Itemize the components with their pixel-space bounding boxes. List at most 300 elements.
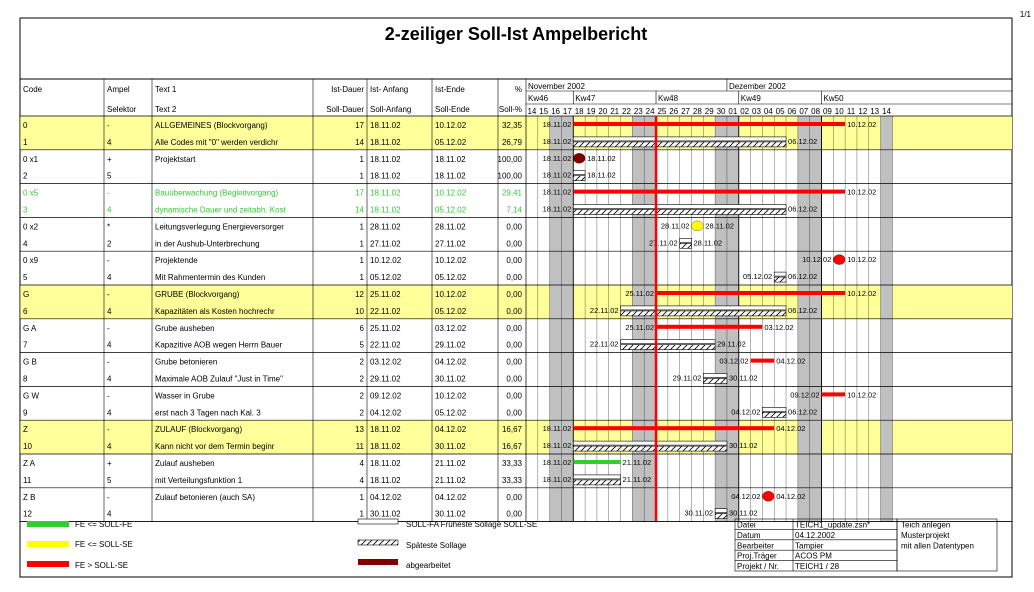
- bar-end-label: 28.11.02: [693, 238, 723, 248]
- row-text: mit Verteilungsfunktion 1: [155, 475, 243, 485]
- row-code: Z A: [23, 459, 36, 468]
- bar-end-label: 06.12.02: [788, 407, 818, 417]
- row-text: ALLGEMEINES (Blockvorgang): [155, 121, 268, 130]
- row-percent: 0,00: [506, 323, 522, 333]
- row-percent: 100,00: [497, 171, 522, 181]
- soll-late-bar: [573, 176, 585, 181]
- bar-end-label: 04.12.02: [776, 491, 806, 501]
- row-percent: 0,00: [506, 391, 522, 401]
- row-start: 30.11.02: [370, 509, 401, 519]
- day-label: 11: [846, 107, 856, 116]
- row-start: 18.11.02: [370, 475, 401, 485]
- row-text: Projektstart: [155, 154, 196, 164]
- row-ampel: 4: [107, 306, 112, 316]
- row-duration: 4: [359, 459, 364, 468]
- soll-late-bar: [621, 345, 716, 350]
- row-percent: 0,00: [506, 509, 522, 519]
- bar-end-label: 21.11.02: [622, 474, 652, 484]
- bar-end-label: 03.12.02: [764, 322, 794, 332]
- row-percent: 0,00: [506, 357, 522, 367]
- bar-end-label: 21.11.02: [622, 458, 652, 467]
- info-value: TEICH1 / 28: [795, 562, 840, 572]
- row-duration: 1: [359, 492, 364, 502]
- row-percent: 0,00: [506, 340, 522, 350]
- bar-start-label: 22.11.02: [589, 339, 619, 349]
- soll-late-bar: [774, 277, 786, 282]
- legend-swatch-yellow: [27, 541, 69, 547]
- soll-late-bar: [573, 210, 786, 215]
- row-ampel: -: [107, 188, 110, 198]
- row-text: Mit Rahmentermin des Kunden: [155, 273, 266, 283]
- report-title: 2-zeiliger Soll-Ist Ampelbericht: [384, 24, 648, 44]
- row-text: Maximale AOB Zulauf "Just in Time": [155, 374, 283, 384]
- row-end: 18.11.02: [435, 171, 466, 181]
- row-end: 05.12.02: [435, 205, 467, 215]
- info-note: Musterprojekt: [901, 530, 950, 540]
- row-percent: 26,79: [501, 137, 522, 147]
- row-start: 25.11.02: [370, 290, 401, 299]
- row-code: Z: [23, 425, 28, 435]
- info-note: mit allen Datentypen: [901, 541, 974, 551]
- day-label: 03: [752, 107, 761, 116]
- bar-start-label: 18.11.02: [542, 458, 572, 467]
- row-start: 18.11.02: [370, 171, 401, 181]
- row-duration: 14: [355, 137, 364, 147]
- row-end: 04.12.02: [435, 492, 467, 502]
- row-duration: 12: [355, 290, 364, 299]
- row-duration: 14: [355, 205, 364, 215]
- row-start: 25.11.02: [370, 323, 401, 333]
- week-label: Kw49: [740, 94, 761, 103]
- row-end: 10.12.02: [435, 290, 467, 299]
- day-label: 05: [775, 107, 785, 116]
- day-label: 01: [728, 107, 738, 116]
- row-end: 30.11.02: [435, 442, 466, 452]
- week-label: Kw47: [575, 94, 596, 103]
- row-text: Kapazitäten als Kosten hochrechr: [155, 306, 275, 316]
- column-header: Ampel: [107, 85, 130, 94]
- row-text: in der Aushub-Unterbrechung: [155, 239, 260, 249]
- day-label: 09: [822, 107, 832, 116]
- week-label: Kw46: [528, 94, 549, 103]
- row-start: 18.11.02: [370, 442, 401, 452]
- day-label: 08: [811, 107, 821, 116]
- bar-end-label: 10.12.02: [847, 187, 877, 197]
- column-header: Soll-Dauer: [326, 105, 364, 114]
- row-end: 30.11.02: [435, 509, 466, 519]
- row-start: 18.11.02: [370, 121, 401, 130]
- day-label: 30: [716, 107, 726, 116]
- info-label: Datum: [737, 530, 761, 540]
- row-code: G W: [23, 391, 39, 401]
- week-label: Kw50: [823, 94, 844, 103]
- row-start: 18.11.02: [370, 154, 401, 164]
- row-percent: 16,67: [501, 425, 522, 435]
- actual-bar: [573, 122, 845, 126]
- bar-start-label: 05.12.02: [743, 272, 773, 282]
- bar-end-label: 06.12.02: [788, 305, 818, 315]
- soll-early-bar: [573, 137, 786, 141]
- row-duration: 13: [355, 425, 364, 435]
- day-label: 14: [527, 107, 537, 116]
- row-code: 0 x1: [23, 154, 39, 164]
- row-duration: 4: [359, 475, 364, 485]
- bar-end-label: 04.12.02: [776, 424, 806, 434]
- row-duration: 17: [355, 188, 364, 198]
- row-ampel: +: [107, 459, 112, 468]
- day-label: 25: [657, 107, 667, 116]
- column-header: Text 1: [155, 85, 177, 94]
- bar-end-label: 06.12.02: [788, 136, 818, 146]
- column-header: Soll-Anfang: [370, 105, 412, 114]
- column-header: Selektor: [107, 105, 137, 114]
- bar-end-label: 10.12.02: [847, 390, 877, 400]
- row-text: Bauüberwachung (Begleitvorgang): [155, 188, 279, 198]
- info-label: Datei: [737, 520, 756, 530]
- row-end: 27.11.02: [435, 239, 466, 249]
- soll-early-bar: [621, 306, 786, 310]
- row-text: Kann nicht vor dem Termin beginr: [155, 442, 275, 452]
- row-text: Zulauf betonieren (auch SA): [155, 492, 256, 502]
- info-label: Projekt / Nr.: [737, 562, 779, 572]
- day-label: 24: [645, 107, 655, 116]
- row-code: 0: [23, 121, 28, 130]
- soll-early-bar: [573, 205, 786, 209]
- row-start: 04.12.02: [370, 408, 402, 418]
- row-ampel: -: [107, 357, 110, 367]
- soll-early-bar: [621, 340, 716, 344]
- day-label: 10: [834, 107, 844, 116]
- soll-early-bar: [715, 509, 727, 513]
- bar-start-label: 18.11.02: [542, 153, 572, 163]
- soll-early-bar: [680, 238, 692, 242]
- day-label: 12: [858, 107, 868, 116]
- day-label: 21: [610, 107, 620, 116]
- row-start: 18.11.02: [370, 205, 401, 215]
- row-percent: 100,00: [497, 154, 522, 164]
- week-label: Kw48: [658, 94, 679, 103]
- row-code: 3: [23, 205, 28, 215]
- row-start: 05.12.02: [370, 273, 402, 283]
- soll-early-bar: [573, 171, 585, 175]
- bar-start-label: 18.11.02: [542, 204, 572, 214]
- day-label: 29: [704, 107, 714, 116]
- row-code: G: [23, 290, 30, 299]
- row-ampel: -: [107, 121, 110, 130]
- bar-end-label: 30.11.02: [728, 441, 758, 451]
- info-note: Teich anlegen: [901, 520, 951, 530]
- bar-end-label: 30.11.02: [728, 373, 758, 383]
- bar-start-label: 18.11.02: [542, 120, 572, 129]
- info-value: 04.12.2002: [795, 530, 836, 540]
- column-header: Soll-%: [498, 105, 522, 114]
- row-end: 29.11.02: [435, 340, 466, 350]
- actual-milestone: [573, 153, 585, 163]
- row-end: 21.11.02: [435, 475, 466, 485]
- actual-bar: [573, 460, 620, 464]
- row-end: 05.12.02: [435, 306, 467, 316]
- row-code: 9: [23, 408, 28, 418]
- day-label: 02: [740, 107, 750, 116]
- row-code: 11: [23, 475, 32, 485]
- row-ampel: 4: [107, 509, 112, 519]
- row-text: GRUBE (Blockvorgang): [155, 290, 240, 299]
- row-percent: 0,00: [506, 290, 522, 299]
- column-header: Code: [23, 85, 43, 94]
- info-label: Bearbeiter: [737, 541, 774, 551]
- row-percent: 32,35: [501, 121, 522, 130]
- row-start: 04.12.02: [370, 492, 402, 502]
- row-duration: 1: [359, 154, 364, 164]
- bar-start-label: 18.11.02: [542, 474, 572, 484]
- day-label: 18: [574, 107, 584, 116]
- row-percent: 0,00: [506, 374, 522, 384]
- row-code: Z B: [23, 492, 36, 502]
- row-percent: 33,33: [501, 475, 522, 485]
- row-code: 6: [23, 306, 28, 316]
- month-label: Dezember 2002: [728, 82, 786, 91]
- row-ampel: -: [107, 323, 110, 333]
- row-start: 18.11.02: [370, 459, 401, 468]
- actual-bar: [751, 359, 775, 363]
- row-code: 0 x2: [23, 222, 39, 232]
- bar-start-label: 04.12.02: [731, 407, 761, 417]
- row-end: 05.12.02: [435, 137, 467, 147]
- bar-end-label: 18.11.02: [587, 153, 616, 163]
- row-ampel: 4: [107, 408, 112, 418]
- row-percent: 29,41: [501, 188, 522, 198]
- legend-green-label: FE <= SOLL-FE: [75, 520, 133, 529]
- row-start: 22.11.02: [370, 306, 401, 316]
- legend-swatch-green: [27, 521, 69, 527]
- row-percent: 0,00: [506, 306, 522, 316]
- soll-early-bar: [573, 441, 727, 445]
- row-ampel: -: [107, 256, 110, 266]
- column-header: Ist-Dauer: [331, 85, 364, 94]
- row-ampel: -: [107, 290, 110, 299]
- row-duration: 2: [359, 357, 364, 367]
- bar-end-label: 04.12.02: [776, 356, 806, 366]
- soll-late-bar: [621, 311, 786, 316]
- info-value: TEICH1_update.zsn*: [795, 520, 871, 530]
- actual-bar: [656, 325, 762, 329]
- row-ampel: 4: [107, 442, 112, 452]
- soll-late-bar: [573, 142, 786, 147]
- page-number: 1/1: [1019, 10, 1031, 19]
- row-duration: 2: [359, 374, 364, 384]
- bar-start-label: 27.11.02: [649, 238, 678, 248]
- bar-end-label: 06.12.02: [788, 204, 818, 214]
- day-label: 28: [692, 107, 702, 116]
- bar-start-label: 25.11.02: [625, 289, 655, 298]
- row-code: 8: [23, 374, 28, 384]
- row-duration: 1: [359, 509, 364, 519]
- row-ampel: 5: [107, 475, 112, 485]
- bar-start-label: 30.11.02: [684, 508, 714, 518]
- row-text: Wasser in Grube: [155, 391, 215, 401]
- soll-early-bar: [703, 374, 727, 378]
- info-label: Proj.Träger: [737, 551, 777, 561]
- bar-start-label: 10.12.02: [802, 255, 832, 265]
- day-label: 22: [622, 107, 631, 116]
- bar-start-label: 03.12.02: [719, 356, 749, 366]
- legend-swatch-done: [358, 559, 398, 565]
- day-label: 20: [598, 107, 608, 116]
- info-value: Tampier: [795, 541, 824, 551]
- row-ampel: 5: [107, 171, 112, 181]
- row-percent: 0,00: [506, 222, 522, 232]
- bar-start-label: 18.11.02: [542, 187, 572, 197]
- row-text: Leitungsverlegung Energieversorger: [155, 222, 284, 232]
- row-duration: 2: [359, 408, 364, 418]
- row-ampel: 4: [107, 374, 112, 384]
- soll-late-bar: [715, 514, 727, 519]
- actual-milestone: [762, 491, 774, 501]
- bar-end-label: 10.12.02: [847, 255, 877, 265]
- row-end: 21.11.02: [435, 459, 466, 468]
- row-ampel: 2: [107, 239, 112, 249]
- row-code: 0 x9: [23, 256, 39, 266]
- row-code: 1: [23, 137, 28, 147]
- actual-bar: [656, 291, 845, 295]
- row-duration: 6: [359, 323, 364, 333]
- actual-bar: [573, 190, 845, 194]
- day-label: 17: [562, 107, 572, 116]
- soll-early-bar: [774, 272, 786, 276]
- bar-end-label: 18.11.02: [587, 170, 616, 180]
- column-header: Ist- Anfang: [370, 85, 409, 94]
- column-header: %: [514, 85, 522, 94]
- bar-start-label: 18.11.02: [542, 170, 572, 180]
- row-duration: 2: [359, 391, 364, 401]
- row-ampel: +: [107, 154, 112, 164]
- bar-end-label: 06.12.02: [788, 272, 818, 282]
- row-text: Grube betonieren: [155, 357, 218, 367]
- day-label: 06: [787, 107, 797, 116]
- row-start: 27.11.02: [370, 239, 401, 249]
- row-percent: 0,00: [506, 256, 522, 266]
- soll-late-bar: [573, 446, 727, 451]
- row-start: 18.11.02: [370, 137, 401, 147]
- actual-milestone: [691, 221, 703, 231]
- soll-late-bar: [762, 412, 786, 417]
- bar-start-label: 18.11.02: [542, 441, 572, 451]
- column-header: Text 2: [155, 105, 177, 114]
- row-end: 28.11.02: [435, 222, 466, 232]
- day-label: 26: [669, 107, 679, 116]
- row-duration: 1: [359, 273, 364, 283]
- row-text: Kapazitive AOB wegen Herrn Bauer: [155, 340, 283, 350]
- row-percent: 0,00: [506, 273, 522, 283]
- row-text: Zulauf ausheben: [155, 459, 215, 468]
- row-ampel: 4: [107, 340, 112, 350]
- row-percent: 16,67: [501, 442, 522, 452]
- day-label: 07: [799, 107, 809, 116]
- row-percent: 0,00: [506, 492, 522, 502]
- row-text: Grube ausheben: [155, 323, 215, 333]
- row-start: 10.12.02: [370, 256, 402, 266]
- bar-end-label: 10.12.02: [847, 120, 877, 129]
- row-end: 10.12.02: [435, 256, 467, 266]
- row-end: 10.12.02: [435, 391, 467, 401]
- row-end: 04.12.02: [435, 357, 467, 367]
- row-ampel: -: [107, 391, 110, 401]
- row-code: 10: [23, 442, 32, 452]
- row-percent: 33,33: [501, 459, 522, 468]
- bar-end-label: 29.11.02: [717, 339, 746, 349]
- soll-late-bar: [573, 480, 620, 485]
- bar-end-label: 10.12.02: [847, 289, 877, 298]
- row-text: Alle Codes mit "0" werden verdichr: [155, 137, 279, 147]
- legend-done-label: abgearbeitet: [406, 561, 451, 570]
- legend-yellow-label: FE <= SOLL-SE: [75, 540, 133, 549]
- column-header: Soll-Ende: [435, 105, 470, 114]
- row-end: 05.12.02: [435, 408, 467, 418]
- row-ampel: 4: [107, 137, 112, 147]
- day-label: 13: [870, 107, 880, 116]
- month-label: November 2002: [528, 82, 585, 91]
- legend-red-label: FE > SOLL-SE: [75, 561, 129, 570]
- bar-start-label: 18.11.02: [542, 136, 572, 146]
- row-ampel: *: [107, 222, 111, 232]
- legend-hatched-label: Späteste Sollage: [406, 541, 467, 550]
- row-code: 5: [23, 273, 28, 283]
- row-duration: 5: [359, 340, 364, 350]
- day-label: 14: [882, 107, 891, 116]
- soll-late-bar: [703, 379, 727, 384]
- row-code: 12: [23, 509, 32, 519]
- row-end: 04.12.02: [435, 425, 467, 435]
- actual-milestone: [833, 255, 845, 265]
- row-ampel: 4: [107, 205, 112, 215]
- row-text: ZULAUF (Blockvorgang): [155, 425, 243, 435]
- row-duration: 1: [359, 222, 364, 232]
- day-label: 19: [586, 107, 596, 116]
- row-start: 09.12.02: [370, 391, 402, 401]
- legend-solid-label: SOLL-FA Früheste Sollage SOLL-SE: [406, 520, 538, 529]
- row-end: 30.11.02: [435, 374, 466, 384]
- bar-start-label: 22.11.02: [589, 305, 619, 315]
- row-text: dynamische Dauer und zeitabh. Kost: [155, 205, 286, 215]
- row-percent: 0,00: [506, 408, 522, 418]
- row-duration: 11: [355, 442, 364, 452]
- row-start: 29.11.02: [370, 374, 401, 384]
- row-code: 0 x5: [23, 188, 39, 198]
- bar-start-label: 25.11.02: [625, 322, 655, 332]
- actual-bar: [822, 392, 846, 396]
- row-code: G A: [23, 323, 37, 333]
- bar-start-label: 28.11.02: [660, 221, 690, 231]
- row-end: 10.12.02: [435, 188, 467, 198]
- soll-early-bar: [573, 475, 620, 479]
- row-code: G B: [23, 357, 37, 367]
- bar-end-label: 28.11.02: [705, 221, 734, 231]
- legend-swatch-solid: [358, 519, 398, 524]
- day-label: 04: [763, 107, 773, 116]
- row-start: 22.11.02: [370, 340, 401, 350]
- info-value: ACOS PM: [795, 551, 832, 561]
- bar-start-label: 29.11.02: [672, 373, 702, 383]
- bar-end-label: 30.11.02: [728, 508, 758, 518]
- day-label: 23: [633, 107, 643, 116]
- row-percent: 7,14: [506, 205, 522, 215]
- row-text: erst nach 3 Tagen nach Kal. 3: [155, 408, 261, 418]
- row-end: 18.11.02: [435, 154, 466, 164]
- row-text: Projektende: [155, 256, 198, 266]
- row-start: 18.11.02: [370, 425, 401, 435]
- bar-start-label: 18.11.02: [542, 424, 572, 434]
- row-duration: 1: [359, 256, 364, 266]
